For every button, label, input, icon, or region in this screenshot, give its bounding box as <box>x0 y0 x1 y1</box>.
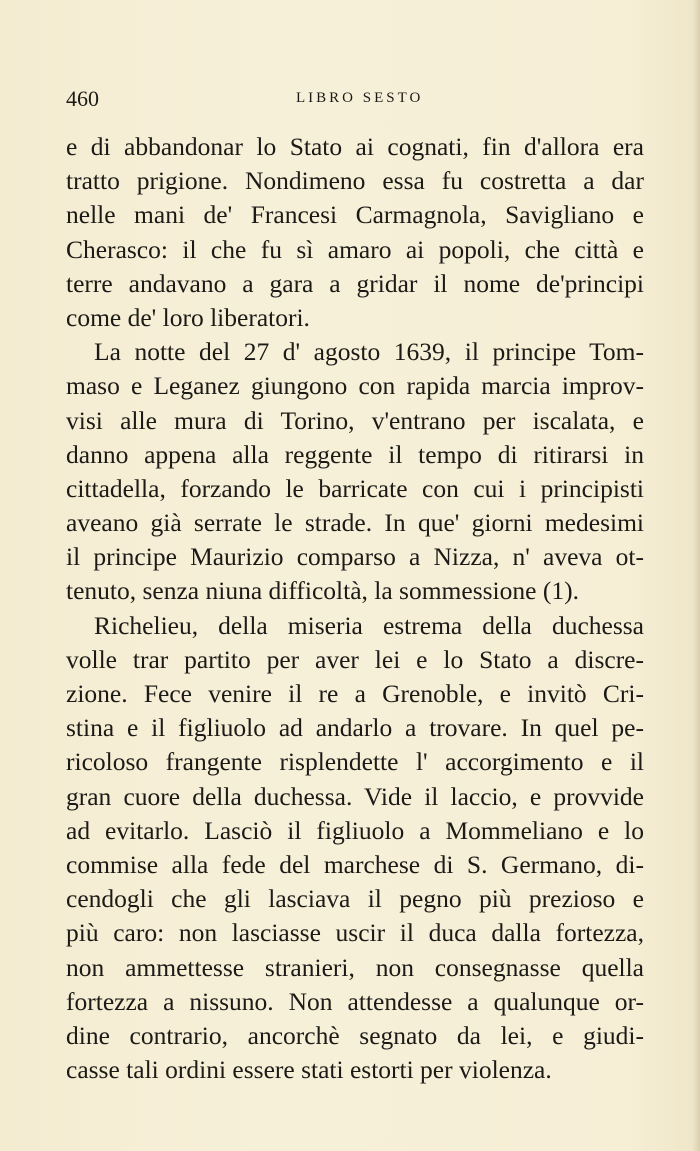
text-line: commise alla fede del marchese di S. Germano, di- <box>66 849 644 879</box>
text-line: come de' loro liberatori. <box>66 302 310 332</box>
text-line: fortezza a nissuno. Non attendesse a qualunque or- <box>66 986 644 1016</box>
text-line: volle trar partito per aver lei e lo Stato a discre- <box>66 644 644 674</box>
text-line: più caro: non lasciasse uscir il duca dalla fortezza, <box>66 918 644 948</box>
text-line: ad evitarlo. Lasciò il figliuolo a Mommeliano e lo <box>66 815 644 845</box>
text-line: il principe Maurizio comparso a Nizza, n' aveva ot- <box>66 542 644 572</box>
text-line: e di abbandonar lo Stato ai cognati, fin d'allora era <box>66 132 644 161</box>
text-line: tratto prigione. Nondimeno essa fu costretta a dar <box>66 166 644 196</box>
text-line: stina e il figliuolo ad andarlo a trovare. In quel pe- <box>66 713 644 743</box>
running-head: LIBRO SESTO <box>296 90 424 106</box>
text-line: gran cuore della duchessa. Vide il laccio, e provvide <box>66 781 644 811</box>
text-line: visi alle mura di Torino, v'entrano per iscalata, e <box>66 405 644 435</box>
text-line: maso e Leganez giungono con rapida marcia improv- <box>66 371 644 401</box>
text-line: cendogli che gli lasciava il pegno più prezioso e <box>66 884 644 914</box>
text-line: aveano già serrate le strade. In que' giorni medesimi <box>66 508 644 538</box>
text-line: dine contrario, ancorchè segnato da lei, e giudi- <box>66 1020 644 1050</box>
page-edge-shadow <box>692 0 700 1151</box>
text-line: tenuto, senza niuna difficoltà, la sommessione (1). <box>66 576 579 606</box>
text-line: cittadella, forzando le barricate con cui i principisti <box>66 473 644 503</box>
page-header <box>66 86 644 116</box>
text-line: non ammettesse stranieri, non consegnasse quella <box>66 952 644 982</box>
page-number: 460 <box>66 86 99 111</box>
text-line: Richelieu, della miseria estrema della duchessa <box>94 610 644 640</box>
text-line: danno appena alla reggente il tempo di ritirarsi in <box>66 439 644 469</box>
text-line: Cherasco: il che fu sì amaro ai popoli, che città e <box>66 234 644 264</box>
text-line: casse tali ordini essere stati estorti per violenza. <box>66 1055 552 1085</box>
text-line: ricoloso frangente risplendette l' accorgimento e il <box>66 747 644 777</box>
text-line: nelle mani de' Francesi Carmagnola, Savigliano e <box>66 200 644 230</box>
text-line: La notte del 27 d' agosto 1639, il principe Tom- <box>94 337 644 367</box>
text-line: zione. Fece venire il re a Grenoble, e invitò Cri- <box>66 679 644 708</box>
text-line: terre andavano a gara a gridar il nome de'principi <box>66 268 644 298</box>
body-text <box>66 130 644 1087</box>
